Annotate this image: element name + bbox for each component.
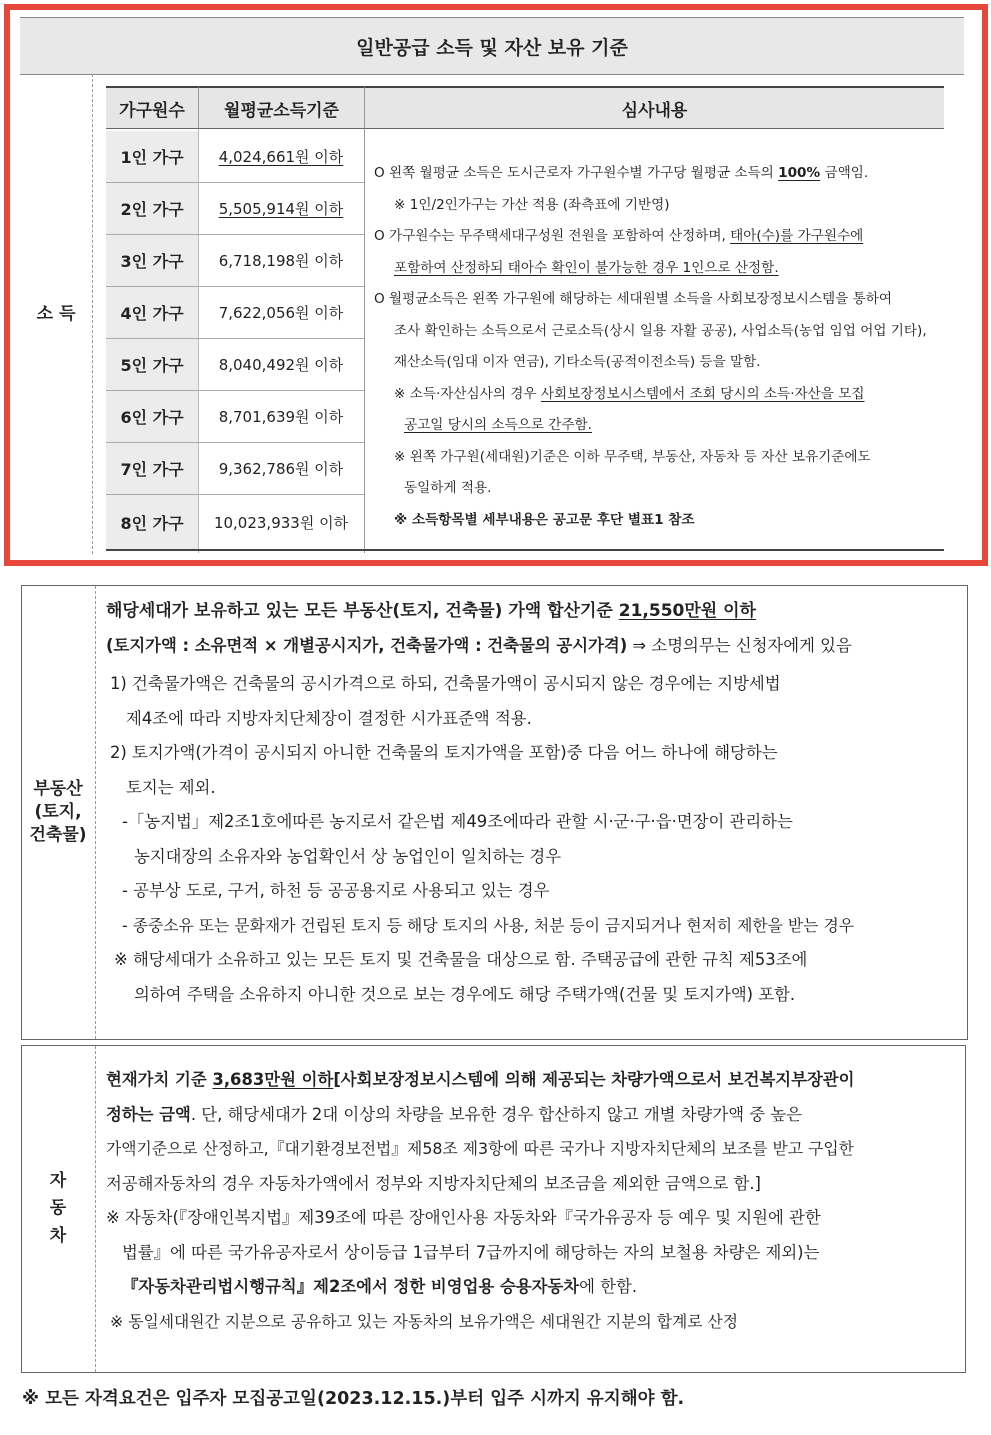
footer-note: ※ 모든 자격요건은 입주자 모집공고일(2023.12.15.)부터 입주 시까지 유지해야 함. [22,1389,685,1409]
property-label: 부동산 (토지, 건축물) [29,779,87,845]
property-content: 해당세대가 보유하고 있는 모든 부동산(토지, 건축물) 가액 합산기준 21,550만원 이하 (토지가액 : 소유면적 × 개별공시지가, 건축물가액 : 건축물의 공시가격) ⇒ 소명의무는 신청자에게 있음 1) 건축물가액은 건축물의 공시가격으로 하되, 건축물가액이 공시되지 않은 경우에는 지방세법 제4조에 따라 지방자치단체장이 결정한 시가표준액 적용. 2) 토지가액(가격이 공시되지 아니한 건축물의 토지가액을 포함)중 다음 어느 하나에 해당하는 토지는 제외. -「농지법」제2조1호에따른 농지로서 같은법 제49조에따라 관할 시·군·구·읍·면장이 관리하는 농지대장의 소유자와 농업확인서 상 농업인이 일치하는 경우 - 공부상 도로, 구거, 하천 등 공공용지로 사용되고 있는 경우 - 종중소유 또는 문화재가 건립된 토지 등 해당 토지의 사용, 처분 등이 금지되거나 현저히 제한을 받는 경우 ※ 해당세대가 소유하고 있는 모든 토지 및 건축물을 대상으로 함. 주택공급에 관한 규칙 제53조에 의하여 주택을 소유하지 아니한 것으로 보는 경우에도 해당 주택가액(건물 및 토지가액) 포함. [106,601,854,1004]
table-row [106,495,364,551]
table-row [106,391,364,443]
income-cell: 7,622,056원 이하 [218,304,344,322]
header-income: 월평균소득기준 [198,86,364,129]
income-label: 소 득 [36,303,76,324]
table-row [106,287,364,339]
table-row [106,183,364,235]
household-cell: 4인 가구 [106,287,198,338]
income-cell: 5,505,914원 이하 [218,200,344,218]
divider [364,129,365,553]
income-cell: 8,701,639원 이하 [218,408,344,426]
divider [92,74,93,554]
household-cell: 5인 가구 [106,339,198,390]
household-cell: 6인 가구 [106,391,198,442]
divider [95,586,96,1039]
income-section-title: 일반공급 소득 및 자산 보유 기준 [20,17,964,75]
household-cell: 1인 가구 [106,131,198,182]
household-cell: 2인 가구 [106,183,198,234]
income-cell: 4,024,661원 이하 [218,148,344,166]
household-cell: 8인 가구 [106,495,198,549]
income-cell: 10,023,933원 이하 [213,513,349,532]
review-description: O 왼쪽 월평균 소득은 도시근로자 가구원수별 가구당 월평균 소득의 100% 금액임. ※ 1인/2인가구는 가산 적용 (좌측표에 기반영) O 가구원수는 무주택세대구성원 전원을 포함하여 산정하며, 태아(수)를 가구원수에 포함하여 산정하되 태아수 확인이 불가능한 경우 1인으로 산정함. O 월평균소득은 왼쪽 가구원에 해당하는 세대원별 소득을 사회보장정보시스템을 통하여 조사 확인하는 소득으로서 근로소득(상시 일용 자활 공공), 사업소득(농업 임업 어업 기타), 재산소득(임대 이자 연금), 기타소득(공적이전소득) 등을 말함. ※ 소득·자산심사의 경우 사회보장정보시스템에서 조회 당시의 소득·자산을 모집 공고일 당시의 소득으로 간주함. ※ 왼쪽 가구원(세대원)기준은 이하 무주택, 부동산, 자동차 등 자산 보유기준에도 동일하게 적용. ※ 소득항목별 세부내용은 공고문 후단 별표1 참조 [374,165,927,528]
household-cell: 7인 가구 [106,443,198,494]
divider [95,1046,96,1372]
vehicle-label: 자 동 차 [49,1171,67,1246]
income-cell: 9,362,786원 이하 [218,460,344,478]
header-review: 심사내용 [364,86,944,129]
divider [364,549,944,551]
vehicle-content: 현재가치 기준 3,683만원 이하[사회보장정보시스템에 의해 제공되는 차량가액으로서 보건복지부장관이 정하는 금액. 단, 해당세대가 2대 이상의 차량을 보유한 경우 합산하지 않고 개별 차량가액 중 높은 가액기준으로 산정하고,『대기환경보전법』제58조 제3항에 따른 국가나 지방자치단체의 보조를 받고 구입한 저공해자동차의 경우 자동차가액에서 정부와 지방자치단체의 보조금을 제외한 금액으로 함.] ※ 자동차(『장애인복지법』제39조에 따른 장애인사용 자동차와『국가유공자 등 예우 및 지원에 관한 법률』에 따른 국가유공자로서 상이등급 1급부터 7급까지에 해당하는 자의 보철용 차량은 제외)는 『자동차관리법시행규칙』제2조에서 정한 비영업용 승용자동차에 한함. ※ 동일세대원간 지분으로 공유하고 있는 자동차의 보유가액은 세대원간 지분의 합계로 산정 [106,1070,855,1331]
table-row [106,443,364,495]
header-household: 가구원수 [106,86,198,129]
household-cell: 3인 가구 [106,235,198,286]
table-row [106,131,364,183]
income-cell: 8,040,492원 이하 [218,356,344,374]
table-row [106,339,364,391]
income-cell: 6,718,198원 이하 [218,252,344,270]
table-row [106,235,364,287]
